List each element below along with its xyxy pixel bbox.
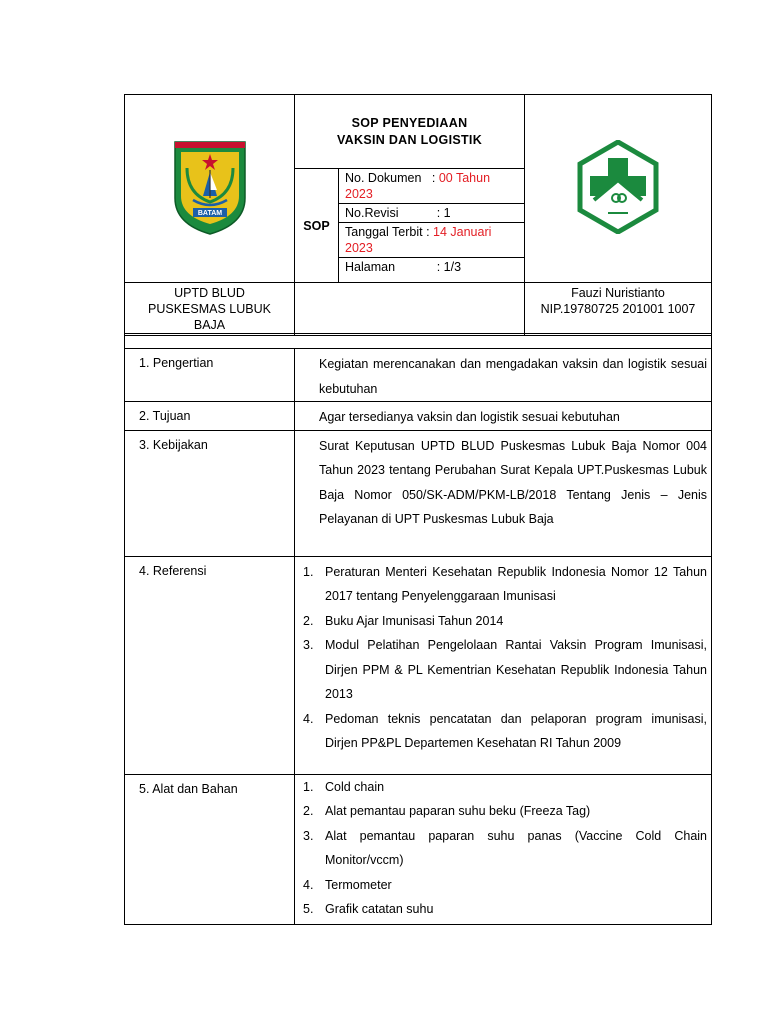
sop-label: SOP [295,169,339,283]
list-item: 4. Termometer [303,877,392,892]
puskesmas-logo-icon [576,140,660,234]
section-row [125,402,712,431]
list-item: 1. Cold chain [303,779,385,794]
document-meta [339,169,525,283]
spacer-row [125,334,712,349]
city-logo-cell [125,95,295,283]
section-row [125,556,712,774]
tanggal-terbit-value: 14 Januari 2023 [345,225,492,255]
section-row [125,430,712,556]
organization-name: UPTD BLUD PUSKESMAS LUBUK BAJA [125,283,295,336]
section-content: Agar tersedianya vaksin dan logistik sesuai kebutuhan [295,402,712,431]
section-content: Surat Keputusan UPTD BLUD Puskesmas Lubuk Baja Nomor 004 Tahun 2023 tentang Perubahan Surat Kepala UPT.Puskesmas Lubuk Baja Nomor 050/SK-ADM/PKM-LB/2018 Tentang Jenis – Jenis Pelayanan di UPT Puskesmas Lubuk Baja [295,430,712,556]
list-item: 2. Alat pemantau paparan suhu beku (Freeza Tag) [303,804,591,818]
no-dokumen-value: 00 Tahun 2023 [345,171,491,201]
section-row [125,774,712,924]
signer-nip: NIP.19780725 201001 1007 [540,302,696,316]
section-label: 3. Kebijakan [125,430,295,556]
list-item: 2. Buku Ajar Imunisasi Tahun 2014 [303,613,504,628]
title-line-2: VAKSIN DAN LOGISTIK [336,132,483,147]
meta-no-revisi: No.Revisi : 1 [339,204,524,223]
meta-no-dokumen: No. Dokumen : 00 Tahun 2023 [339,169,524,204]
section-label: 4. Referensi [125,556,295,774]
list-item: 5. Grafik catatan suhu [303,902,434,916]
list-item: 3. Alat pemantau paparan suhu panas (Vaccine Cold Chain Monitor/vccm) [303,828,707,867]
meta-halaman: Halaman : 1/3 [345,260,462,274]
reference-list [303,560,707,756]
section-label: 5. Alat dan Bahan [125,774,295,924]
section-row [125,349,712,402]
page-title [295,95,525,169]
title-line-1: SOP PENYEDIAAN [351,115,468,130]
signer-name: Fauzi Nuristianto [571,286,665,300]
meta-tanggal-terbit: Tanggal Terbit : 14 Januari 2023 [339,223,524,258]
section-label: 1. Pengertian [125,349,295,402]
no-revisi-value: 1 [443,206,451,220]
sop-header-table [124,94,712,336]
tools-list [303,775,707,922]
sop-body-table [124,333,712,925]
signer-block [525,283,712,336]
section-label: 2. Tujuan [125,402,295,431]
section-content [295,774,712,924]
list-item: 1. Peraturan Menteri Kesehatan Republik Indonesia Nomor 12 Tahun 2017 tentang Penyelenggaraan Imunisasi [303,564,707,603]
puskesmas-logo-cell [525,95,712,283]
halaman-value: 1/3 [443,260,462,274]
logo-text: BATAM [197,210,222,217]
section-content: Kegiatan merencanakan dan mengadakan vaksin dan logistik sesuai kebutuhan [295,349,712,402]
signature-blank [295,283,525,336]
batam-crest-icon [171,138,249,236]
list-item: 3. Modul Pelatihan Pengelolaan Rantai Vaksin Program Imunisasi, Dirjen PPM & PL Kementrian Kesehatan Republik Indonesia Tahun 2013 [303,638,707,701]
list-item: 4. Pedoman teknis pencatatan dan pelaporan program imunisasi, Dirjen PP&PL Departemen Kesehatan RI Tahun 2009 [303,711,707,750]
section-content [295,556,712,774]
